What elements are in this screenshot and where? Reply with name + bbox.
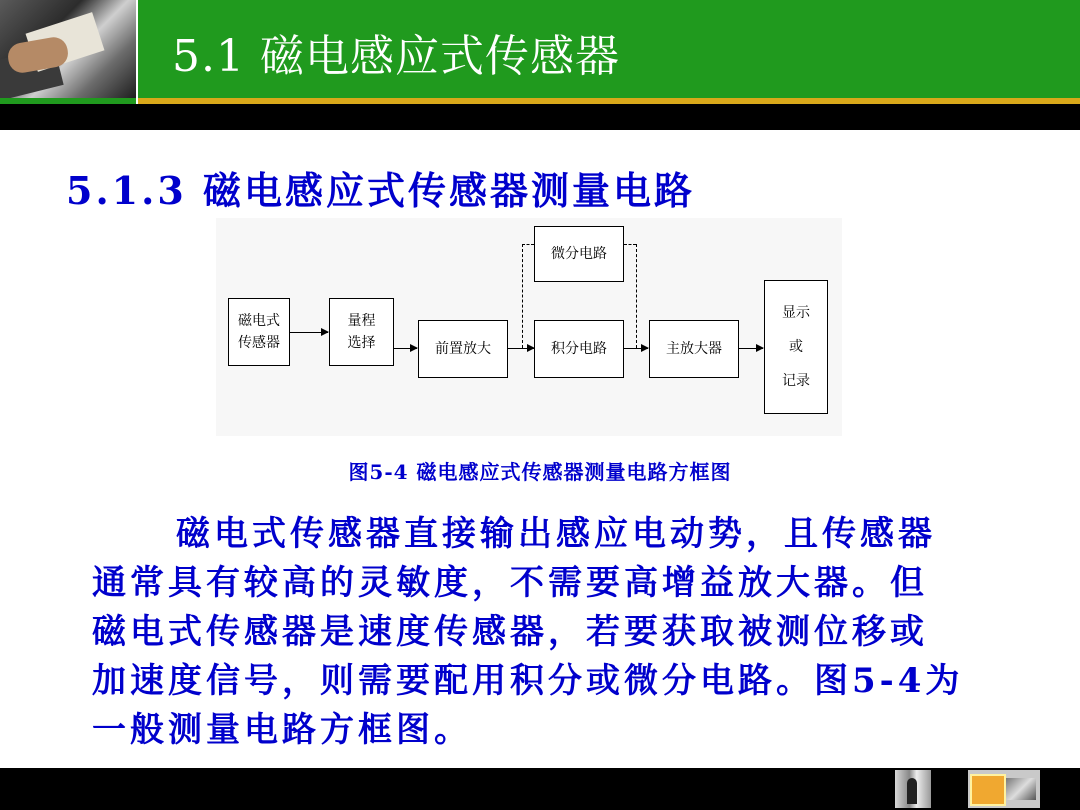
handshake-icon	[1006, 778, 1036, 800]
display-label-line3: 记录	[782, 373, 810, 389]
arrow-sensor-to-range	[290, 332, 328, 333]
body-line-2: 通常具有较高的灵敏度，不需要高增益放大器。但	[92, 563, 928, 603]
arrow-integrator-to-mainamp	[624, 348, 648, 349]
block-diagram	[216, 218, 842, 436]
screen-tile-icon	[970, 774, 1006, 806]
header-photo	[0, 0, 136, 98]
body-line-1: 磁电式传感器直接输出感应电动势，且传感器	[176, 514, 936, 554]
sensor-label-line2: 传感器	[238, 335, 280, 351]
sensor-label-line1: 磁电式	[238, 313, 280, 329]
display-label-line1: 显示	[782, 305, 810, 321]
footer-nav-thumbnail-figure[interactable]	[895, 770, 931, 808]
person-silhouette-icon	[907, 778, 917, 804]
integrator-block	[534, 320, 624, 378]
range-label-line1: 量程	[347, 313, 376, 329]
arrow-mainamp-to-display	[739, 348, 763, 349]
header-divider	[0, 104, 1080, 130]
main-amp-block	[649, 320, 739, 378]
body-paragraph	[92, 510, 1022, 755]
arrow-preamp-to-integrator	[508, 348, 534, 349]
slide-title: 5.1 磁电感应式传感器	[172, 31, 620, 82]
photo-hand	[6, 35, 70, 75]
dashed-branch-top-right	[624, 244, 636, 245]
preamp-label: 前置放大	[435, 341, 491, 357]
arrow-range-to-preamp	[394, 348, 417, 349]
dashed-branch-top-left	[522, 244, 534, 245]
differentiator-label: 微分电路	[551, 246, 607, 262]
differentiator-block	[534, 226, 624, 282]
dashed-branch-left	[522, 244, 523, 348]
body-line-4: 加速度信号，则需要配用积分或微分电路。图5-4为	[92, 661, 964, 701]
sensor-block	[228, 298, 290, 366]
preamp-block	[418, 320, 508, 378]
range-label-line2: 选择	[347, 335, 376, 351]
figure-caption: 图5-4 磁电感应式传感器测量电路方框图	[348, 460, 732, 484]
dashed-branch-right	[636, 244, 637, 348]
body-line-3: 磁电式传感器是速度传感器，若要获取被测位移或	[92, 612, 928, 652]
footer-nav-thumbnail-handshake[interactable]	[968, 770, 1040, 808]
section-heading: 5.1.3 磁电感应式传感器测量电路	[66, 168, 696, 213]
main-amp-label: 主放大器	[666, 341, 722, 357]
range-select-block	[329, 298, 394, 366]
display-block	[764, 280, 828, 414]
display-label-line2: 或	[789, 339, 803, 355]
integrator-label: 积分电路	[551, 341, 607, 357]
body-line-5: 一般测量电路方框图。	[92, 710, 472, 750]
